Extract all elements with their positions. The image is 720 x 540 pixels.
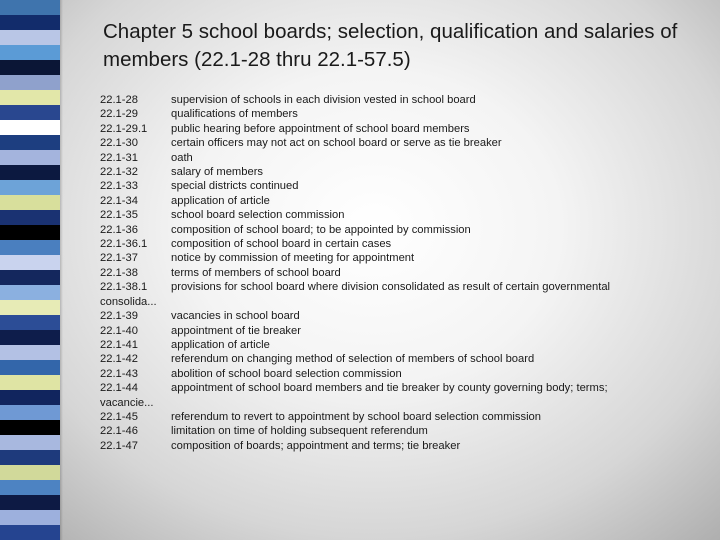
stripe xyxy=(0,420,60,435)
section-description: vacancies in school board xyxy=(171,310,300,323)
stripe xyxy=(0,75,60,90)
section-row xyxy=(100,237,710,251)
stripe xyxy=(0,0,60,15)
section-code: 22.1-41 xyxy=(100,338,138,351)
stripe xyxy=(0,450,60,465)
section-row xyxy=(100,251,710,265)
stripe xyxy=(0,510,60,525)
stripe xyxy=(0,345,60,360)
section-row xyxy=(100,352,710,366)
section-code: 22.1-39 xyxy=(100,310,138,323)
section-description: limitation on time of holding subsequent referendum xyxy=(171,425,428,438)
section-description: oath xyxy=(171,151,193,164)
stripe xyxy=(0,60,60,75)
section-description: referendum to revert to appointment by school board selection commission xyxy=(171,410,541,423)
section-row xyxy=(100,280,710,294)
section-row xyxy=(100,165,710,179)
section-code: 22.1-28 xyxy=(100,94,138,106)
section-row xyxy=(100,324,710,338)
section-code: 22.1-37 xyxy=(100,252,138,265)
section-row xyxy=(100,309,710,323)
stripe xyxy=(0,375,60,390)
section-row xyxy=(100,179,710,193)
section-code: consolida... xyxy=(100,295,157,308)
section-description: appointment of tie breaker xyxy=(171,324,301,337)
stripe xyxy=(0,105,60,120)
stripe-bar-shadow xyxy=(60,0,63,540)
stripe xyxy=(0,285,60,300)
section-description: referendum on changing method of selection of members of school board xyxy=(171,353,535,366)
section-code: 22.1-40 xyxy=(100,324,138,337)
stripe xyxy=(0,135,60,150)
section-description: salary of members xyxy=(171,166,264,179)
section-row xyxy=(100,223,710,237)
stripe xyxy=(0,435,60,450)
section-list xyxy=(100,93,710,453)
stripe xyxy=(0,30,60,45)
section-code: 22.1-29 xyxy=(100,108,138,121)
section-code: vacancie... xyxy=(100,396,154,409)
stripe xyxy=(0,495,60,510)
stripe xyxy=(0,195,60,210)
section-code: 22.1-30 xyxy=(100,137,138,150)
section-description: special districts continued xyxy=(171,180,299,193)
slide-title: Chapter 5 school boards; selection, qualification and salaries of members (22.1-28 thru 22.1-57.5) xyxy=(103,20,678,71)
section-row xyxy=(100,424,710,438)
section-description: abolition of school board selection commission xyxy=(171,367,402,380)
section-description: notice by commission of meeting for appointment xyxy=(171,252,415,265)
section-description: application of article xyxy=(171,194,270,207)
section-code: 22.1-38.1 xyxy=(100,281,148,294)
section-code: 22.1-31 xyxy=(100,151,138,164)
stripe xyxy=(0,240,60,255)
section-code: 22.1-42 xyxy=(100,353,138,366)
section-description: composition of school board in certain cases xyxy=(171,238,392,251)
stripe xyxy=(0,15,60,30)
section-row xyxy=(100,295,710,309)
section-code: 22.1-44 xyxy=(100,382,138,395)
section-row xyxy=(100,338,710,352)
stripe xyxy=(0,180,60,195)
section-description: supervision of schools in each division vested in school board xyxy=(171,94,476,106)
section-description: composition of boards; appointment and terms; tie breaker xyxy=(171,439,461,452)
stripe xyxy=(0,120,60,135)
section-row xyxy=(100,396,710,410)
section-description: application of article xyxy=(171,338,270,351)
section-code: 22.1-36.1 xyxy=(100,238,148,251)
stripe xyxy=(0,270,60,285)
section-row xyxy=(100,367,710,381)
section-row xyxy=(100,266,710,280)
stripe xyxy=(0,465,60,480)
section-code: 22.1-34 xyxy=(100,194,138,207)
section-row xyxy=(100,208,710,222)
section-description xyxy=(171,295,710,309)
section-row xyxy=(100,136,710,150)
section-code: 22.1-45 xyxy=(100,410,138,423)
decorative-stripe-bar xyxy=(0,0,60,540)
section-code: 22.1-43 xyxy=(100,367,138,380)
section-description: public hearing before appointment of school board members xyxy=(171,122,470,135)
stripe xyxy=(0,90,60,105)
section-row xyxy=(100,194,710,208)
section-code: 22.1-47 xyxy=(100,439,138,452)
stripe xyxy=(0,480,60,495)
stripe xyxy=(0,165,60,180)
section-row xyxy=(100,93,710,107)
stripe xyxy=(0,45,60,60)
section-code: 22.1-33 xyxy=(100,180,138,193)
section-row xyxy=(100,122,710,136)
section-code: 22.1-29.1 xyxy=(100,122,148,135)
stripe xyxy=(0,225,60,240)
section-row xyxy=(100,381,710,395)
stripe xyxy=(0,210,60,225)
stripe xyxy=(0,315,60,330)
stripe xyxy=(0,390,60,405)
section-row xyxy=(100,439,710,453)
section-code: 22.1-32 xyxy=(100,166,138,179)
section-description xyxy=(171,396,710,410)
stripe xyxy=(0,525,60,540)
stripe xyxy=(0,360,60,375)
section-code: 22.1-36 xyxy=(100,223,138,236)
section-description: provisions for school board where division consolidated as result of certain governmental xyxy=(171,281,611,294)
section-description: terms of members of school board xyxy=(171,266,341,279)
stripe xyxy=(0,300,60,315)
section-row xyxy=(100,107,710,121)
section-row xyxy=(100,151,710,165)
section-description: certain officers may not act on school board or serve as tie breaker xyxy=(171,137,502,150)
section-description: school board selection commission xyxy=(171,209,345,222)
section-row xyxy=(100,410,710,424)
stripe xyxy=(0,405,60,420)
section-code: 22.1-46 xyxy=(100,425,138,438)
section-description: composition of school board; to be appointed by commission xyxy=(171,223,471,236)
section-code: 22.1-38 xyxy=(100,266,138,279)
section-description: qualifications of members xyxy=(171,108,298,121)
section-code: 22.1-35 xyxy=(100,209,138,222)
stripe xyxy=(0,330,60,345)
stripe xyxy=(0,255,60,270)
section-description: appointment of school board members and tie breaker by county governing body; terms; xyxy=(171,382,608,395)
stripe xyxy=(0,150,60,165)
